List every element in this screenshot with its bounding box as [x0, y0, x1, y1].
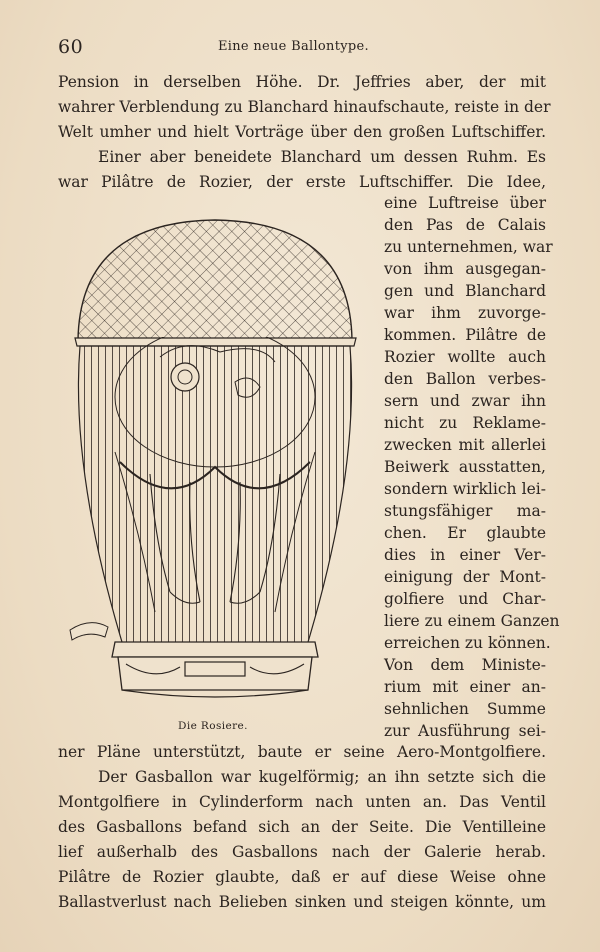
body-line: Pilâtre de Rozier glaubte, daß er auf diese Weise ohne: [58, 868, 546, 886]
column-line: zur Ausführung sei-: [384, 722, 546, 740]
body-line: Der Gasballon war kugelförmig; an ihn setzte sich die: [98, 768, 546, 786]
column-line: erreichen zu können.: [384, 634, 551, 652]
column-line: Beiwerk ausstatten,: [384, 458, 546, 476]
body-line: Einer aber beneidete Blanchard um dessen Ruhm. Es: [98, 148, 546, 166]
column-line: zwecken mit allerlei: [384, 436, 546, 454]
column-line: Rozier wollte auch: [384, 348, 546, 366]
column-line: dies in einer Ver-: [384, 546, 546, 564]
column-line: den Ballon verbes-: [384, 370, 546, 388]
body-line: ner Pläne unterstützt, baute er seine Aero-Montgolfiere.: [58, 743, 546, 761]
column-line: kommen. Pilâtre de: [384, 326, 546, 344]
column-line: Von dem Ministe-: [384, 656, 546, 674]
body-line: Ballastverlust nach Belieben sinken und steigen könnte, um: [58, 893, 546, 911]
balloon-illustration: [60, 212, 370, 712]
body-line: Pension in derselben Höhe. Dr. Jeffries aber, der mit: [58, 73, 546, 91]
column-line: von ihm ausgegan-: [384, 260, 546, 278]
body-line: war Pilâtre de Rozier, der erste Luftschiffer. Die Idee,: [58, 173, 546, 191]
body-line: Montgolfiere in Cylinderform nach unten an. Das Ventil: [58, 793, 546, 811]
running-head: Eine neue Ballontype.: [218, 39, 369, 54]
figure-caption: Die Rosiere.: [178, 720, 248, 732]
body-line: Welt umher und hielt Vorträge über den großen Luftschiffer.: [58, 123, 546, 141]
body-line: lief außerhalb des Gasballons nach der Galerie herab.: [58, 843, 546, 861]
column-line: sehnlichen Summe: [384, 700, 546, 718]
column-line: golfiere und Char-: [384, 590, 546, 608]
body-line: des Gasballons befand sich an der Seite. Die Ventilleine: [58, 818, 546, 836]
column-line: den Pas de Calais: [384, 216, 546, 234]
column-line: eine Luftreise über: [384, 194, 546, 212]
page-number: 60: [58, 36, 84, 58]
column-line: sern und zwar ihn: [384, 392, 546, 410]
column-line: war ihm zuvorge-: [384, 304, 546, 322]
column-line: zu unternehmen, war: [384, 238, 553, 256]
column-line: sondern wirklich lei-: [384, 480, 546, 498]
column-line: gen und Blanchard: [384, 282, 546, 300]
column-line: liere zu einem Ganzen: [384, 612, 560, 630]
column-line: chen. Er glaubte: [384, 524, 546, 542]
column-line: nicht zu Reklame-: [384, 414, 546, 432]
column-line: einigung der Mont-: [384, 568, 546, 586]
column-line: stungsfähiger ma-: [384, 502, 546, 520]
body-line: wahrer Verblendung zu Blanchard hinaufschaute, reiste in der: [58, 98, 551, 116]
column-line: rium mit einer an-: [384, 678, 546, 696]
